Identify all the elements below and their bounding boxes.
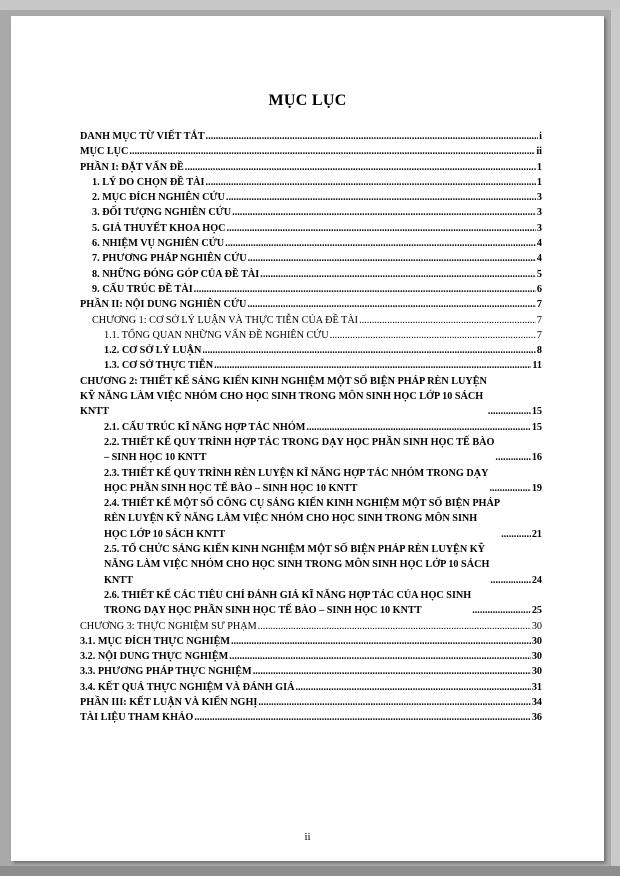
toc-entry[interactable]: 2.4. THIẾT KẾ MỘT SỐ CÔNG CỤ SÁNG KIẾN KINH NGHIỆM MỘT SỐ BIỆN PHÁP RÈN LUYỆN KỸ NĂNG LÀM VIỆC NHÓM CHO HỌC SINH TRONG MÔN SINH HỌC LỚP 10 SÁCH KNTT ..... 21: [80, 496, 542, 542]
toc-entry[interactable]: CHƯƠNG 1: CƠ SỞ LÝ LUẬN VÀ THỰC TIỄN CỦA ĐỀ TÀI ..... 7: [80, 313, 542, 328]
table-of-contents: [80, 129, 542, 726]
toc-entry[interactable]: 2.1. CẤU TRÚC KĨ NĂNG HỢP TÁC NHÓM ..... 15: [80, 420, 542, 435]
toc-entry[interactable]: 2.6. THIẾT KẾ CÁC TIÊU CHÍ ĐÁNH GIÁ KĨ NĂNG HỢP TÁC CỦA HỌC SINH TRONG DẠY HỌC PHẦN SINH HỌC TẾ BÀO – SINH HỌC 10 KNTT ..... 25: [80, 588, 542, 619]
toc-entry[interactable]: 3.3. PHƯƠNG PHÁP THỰC NGHIỆM ..... 30: [80, 664, 542, 679]
toc-entry[interactable]: TÀI LIỆU THAM KHẢO ..... 36: [80, 710, 542, 725]
toc-entry[interactable]: PHẦN II: NỘI DUNG NGHIÊN CỨU ..... 7: [80, 297, 542, 312]
vertical-scrollbar[interactable]: [611, 10, 620, 866]
toc-entry[interactable]: 1.3. CƠ SỞ THỰC TIỄN ..... 11: [80, 358, 542, 373]
toc-entry[interactable]: 3.4. KẾT QUẢ THỰC NGHIỆM VÀ ĐÁNH GIÁ ..... 31: [80, 680, 542, 695]
toc-entry[interactable]: 2.5. TỔ CHỨC SÁNG KIẾN KINH NGHIỆM MỘT SỐ BIỆN PHÁP RÈN LUYỆN KỸ NĂNG LÀM VIỆC NHÓM CHO HỌC SINH TRONG MÔN SINH HỌC LỚP 10 SÁCH KNTT ..... 24: [80, 542, 542, 588]
toc-entry[interactable]: PHẦN I: ĐẶT VẤN ĐỀ ..... 1: [80, 160, 542, 175]
toc-entry[interactable]: 9. CẤU TRÚC ĐỀ TÀI ..... 6: [80, 282, 542, 297]
viewer-bottom-bar: [0, 866, 620, 876]
toc-entry[interactable]: 3.1. MỤC ĐÍCH THỰC NGHIỆM ..... 30: [80, 634, 542, 649]
viewer-top-bar: [0, 0, 620, 10]
page-number: ii: [304, 831, 311, 843]
toc-entry[interactable]: 2. MỤC ĐÍCH NGHIÊN CỨU ..... 3: [80, 190, 542, 205]
toc-entry[interactable]: 5. GIẢ THUYẾT KHOA HỌC ..... 3: [80, 221, 542, 236]
toc-entry[interactable]: 8. NHỮNG ĐÓNG GÓP CỦA ĐỀ TÀI ..... 5: [80, 267, 542, 282]
toc-entry[interactable]: 3. ĐỐI TƯỢNG NGHIÊN CỨU ..... 3: [80, 205, 542, 220]
document-page: [11, 16, 604, 861]
toc-entry[interactable]: 1. LÝ DO CHỌN ĐỀ TÀI ..... 1: [80, 175, 542, 190]
toc-entry[interactable]: CHƯƠNG 3: THỰC NGHIỆM SƯ PHẠM ..... 30: [80, 619, 542, 634]
page-title: MỤC LỤC: [268, 92, 347, 109]
toc-entry[interactable]: 7. PHƯƠNG PHÁP NGHIÊN CỨU ..... 4: [80, 251, 542, 266]
toc-entry[interactable]: 1.2. CƠ SỞ LÝ LUẬN ..... 8: [80, 343, 542, 358]
toc-entry[interactable]: CHƯƠNG 2: THIẾT KẾ SÁNG KIẾN KINH NGHIỆM MỘT SỐ BIỆN PHÁP RÈN LUYỆN KỸ NĂNG LÀM VIỆC NHÓM CHO HỌC SINH TRONG MÔN SINH HỌC LỚP 10 SÁCH KNTT ..... 15: [80, 374, 542, 420]
toc-entry[interactable]: 2.3. THIẾT KẾ QUY TRÌNH RÈN LUYỆN KĨ NĂNG HỢP TÁC NHÓM TRONG DẠY HỌC PHẦN SINH HỌC TẾ BÀO – SINH HỌC 10 KNTT ..... 19: [80, 466, 542, 497]
toc-entry[interactable]: MỤC LỤC ..... ii: [80, 144, 542, 159]
toc-entry[interactable]: 6. NHIỆM VỤ NGHIÊN CỨU ..... 4: [80, 236, 542, 251]
toc-entry[interactable]: 2.2. THIẾT KẾ QUY TRÌNH HỢP TÁC TRONG DẠY HỌC PHẦN SINH HỌC TẾ BÀO – SINH HỌC 10 KNTT ..... 16: [80, 435, 542, 466]
toc-entry[interactable]: DANH MỤC TỪ VIẾT TẮT ..... i: [80, 129, 542, 144]
toc-entry[interactable]: 1.1. TỔNG QUAN NHỮNG VẤN ĐỀ NGHIÊN CỨU ..... 7: [80, 328, 542, 343]
toc-entry[interactable]: PHẦN III: KẾT LUẬN VÀ KIẾN NGHỊ ..... 34: [80, 695, 542, 710]
toc-entry[interactable]: 3.2. NỘI DUNG THỰC NGHIỆM ..... 30: [80, 649, 542, 664]
